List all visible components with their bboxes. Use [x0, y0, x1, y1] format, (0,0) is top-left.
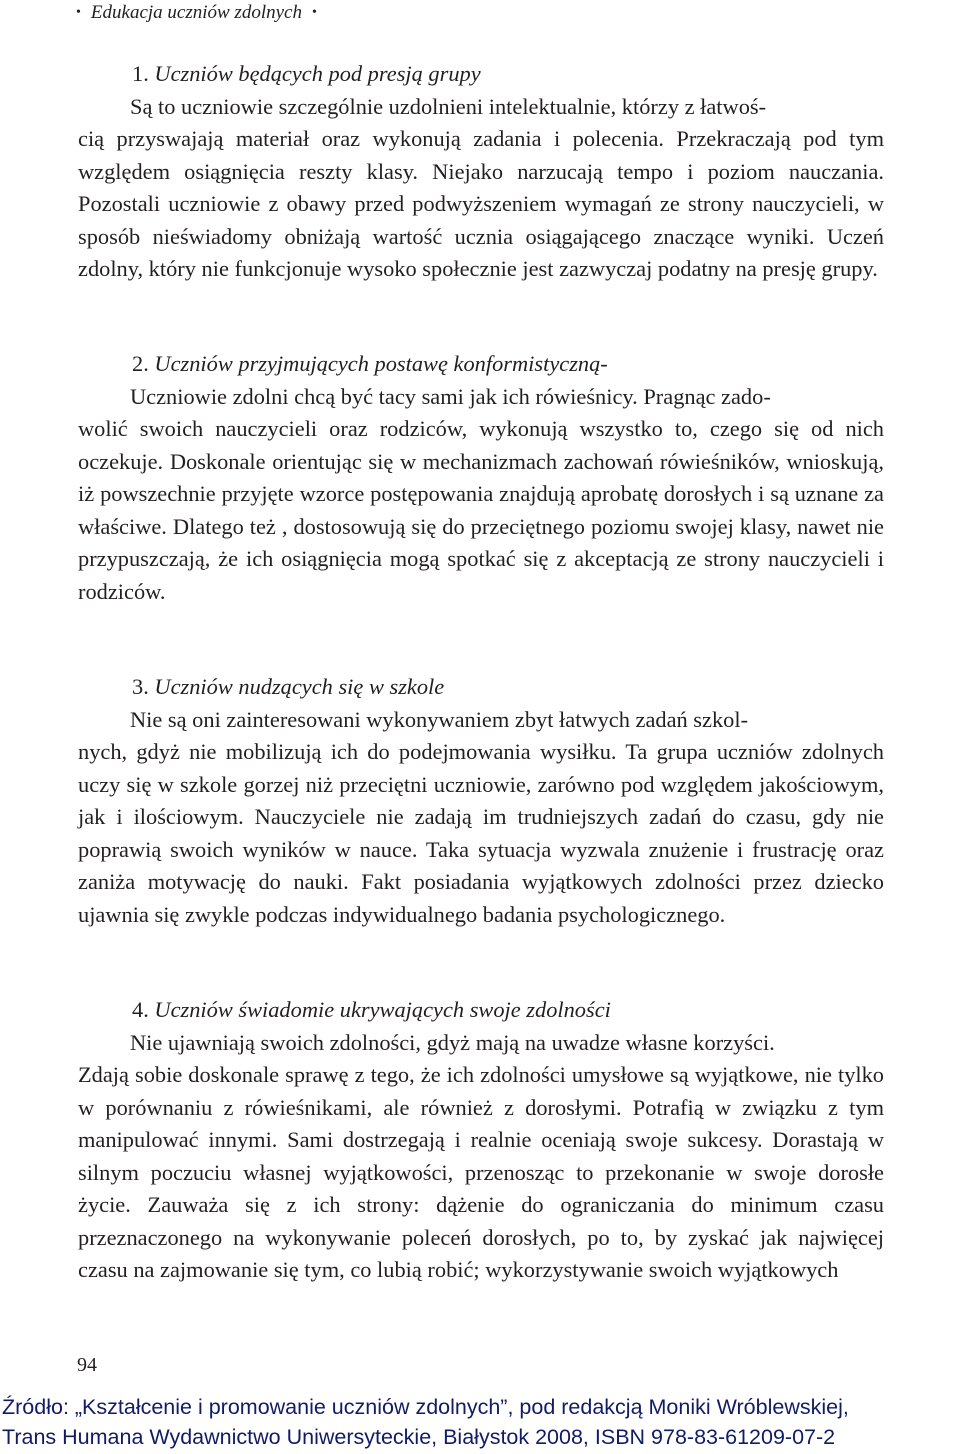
running-head-title: Edukacja uczniów zdolnych	[90, 2, 302, 23]
section-first-line: Uczniowie zdolni chcą być tacy sami jak ich rówieśnicy. Pragnąc zado-	[130, 383, 771, 409]
section-first-line: Nie ujawniają swoich zdolności, gdyż mają na uwadze własne korzyści.	[130, 1029, 775, 1055]
section-title: Uczniów przyjmujących postawę konformistyczną-	[154, 351, 608, 376]
section-body: Zdają sobie doskonale sprawę z tego, że ich zdolności umysłowe są wyjątkowe, nie tylko w porównaniu z rówieśnikami, ale również z dorosłymi. Potrafią w związku z tym manipulować innymi. Sami dostrzegają i realnie oceniają swoje sukcesy. Dorastają w silnym poczuciu własnej wyjątkowości, przenosząc to przekonanie w swoje dorosłe życie. Zauważa się z ich strony: dążenie do ograniczania do minimum czasu przeznaczonego na wykonywanie poleceń dorosłych, po to, by zyskać jak najwięcej czasu na zajmowanie się tym, co lubią robić; wykorzystywanie swoich wyjątkowych	[78, 1062, 884, 1282]
section-body: nych, gdyż nie mobilizują ich do podejmowania wysiłku. Ta grupa uczniów zdolnych uczy się w szkole gorzej niż przeciętni uczniowie, zarówno pod względem jakościowym, jak i ilościowym. Nauczyciele nie zadają im trudniejszych zadań do czasu, gdy nie poprawią swoich wyników w nauce. Taka sytuacja wyzwala znużenie i frustrację oraz zaniża motywację do nauki. Fakt posiadania wyjątkowych zdolności przez dziecko ujawnia się zwykle podczas indywidualnego badania psychologicznego.	[78, 739, 884, 927]
source-line-2: Trans Humana Wydawnictwo Uniwersyteckie, Białystok 2008, ISBN 978-83-61209-07-2	[2, 1425, 836, 1449]
section-number: 3.	[132, 674, 149, 699]
section-first-line: Są to uczniowie szczególnie uzdolnieni intelektualnie, którzy z łatwoś-	[130, 93, 767, 119]
section-body: cią przyswajają materiał oraz wykonują zadania i polecenia. Przekraczają pod tym względem osiągnięcia reszty klasy. Niejako narzucają tempo i poziom nauczania. Pozostali uczniowie z obawy przed podwyższeniem wymagań ze strony nauczycieli, w sposób nieświadomy obniżają wartość ucznia osiągającego znaczące wyniki. Uczeń zdolny, który nie funkcjonuje wysoko społecznie jest zazwyczaj podatny na presję grupy.	[78, 126, 884, 281]
section-title: Uczniów świadomie ukrywających swoje zdolności	[154, 997, 611, 1022]
source-line-1: Źródło: „Kształcenie i promowanie uczniów zdolnych”, pod redakcją Moniki Wróblewskiej,	[2, 1395, 849, 1419]
section-number: 1.	[132, 61, 149, 86]
section-3	[78, 671, 884, 931]
section-heading	[78, 671, 884, 704]
page-number: 94	[77, 1354, 97, 1376]
section-number: 2.	[132, 351, 149, 376]
running-head	[76, 0, 317, 26]
bullet-right: •	[311, 5, 317, 20]
section-1	[78, 58, 884, 286]
bullet-left: •	[76, 5, 81, 20]
section-body: wolić swoich nauczycieli oraz rodziców, wykonują wszystko to, czego się od nich oczekuje. Doskonale orientując się w mechanizmach zachowań rówieśników, wnioskują, iż powszechnie przyjęte wzorce postępowania znajdują aprobatę dorosłych i są uznane za właściwe. Dlatego też , dostosowują się do przeciętnego poziomu swojej klasy, nawet nie przypuszczają, że ich osiągnięcia mogą spotkać się z akceptacją ze strony nauczycieli i rodziców.	[78, 416, 884, 604]
section-4	[78, 994, 884, 1287]
section-2	[78, 348, 884, 608]
section-heading	[78, 994, 884, 1027]
source-citation	[0, 1392, 960, 1452]
section-number: 4.	[132, 997, 149, 1022]
section-first-line: Nie są oni zainteresowani wykonywaniem zbyt łatwych zadań szkol-	[130, 706, 749, 732]
section-title: Uczniów nudzących się w szkole	[154, 674, 445, 699]
section-heading	[78, 348, 884, 381]
section-heading	[78, 58, 884, 91]
section-title: Uczniów będących pod presją grupy	[154, 61, 481, 86]
